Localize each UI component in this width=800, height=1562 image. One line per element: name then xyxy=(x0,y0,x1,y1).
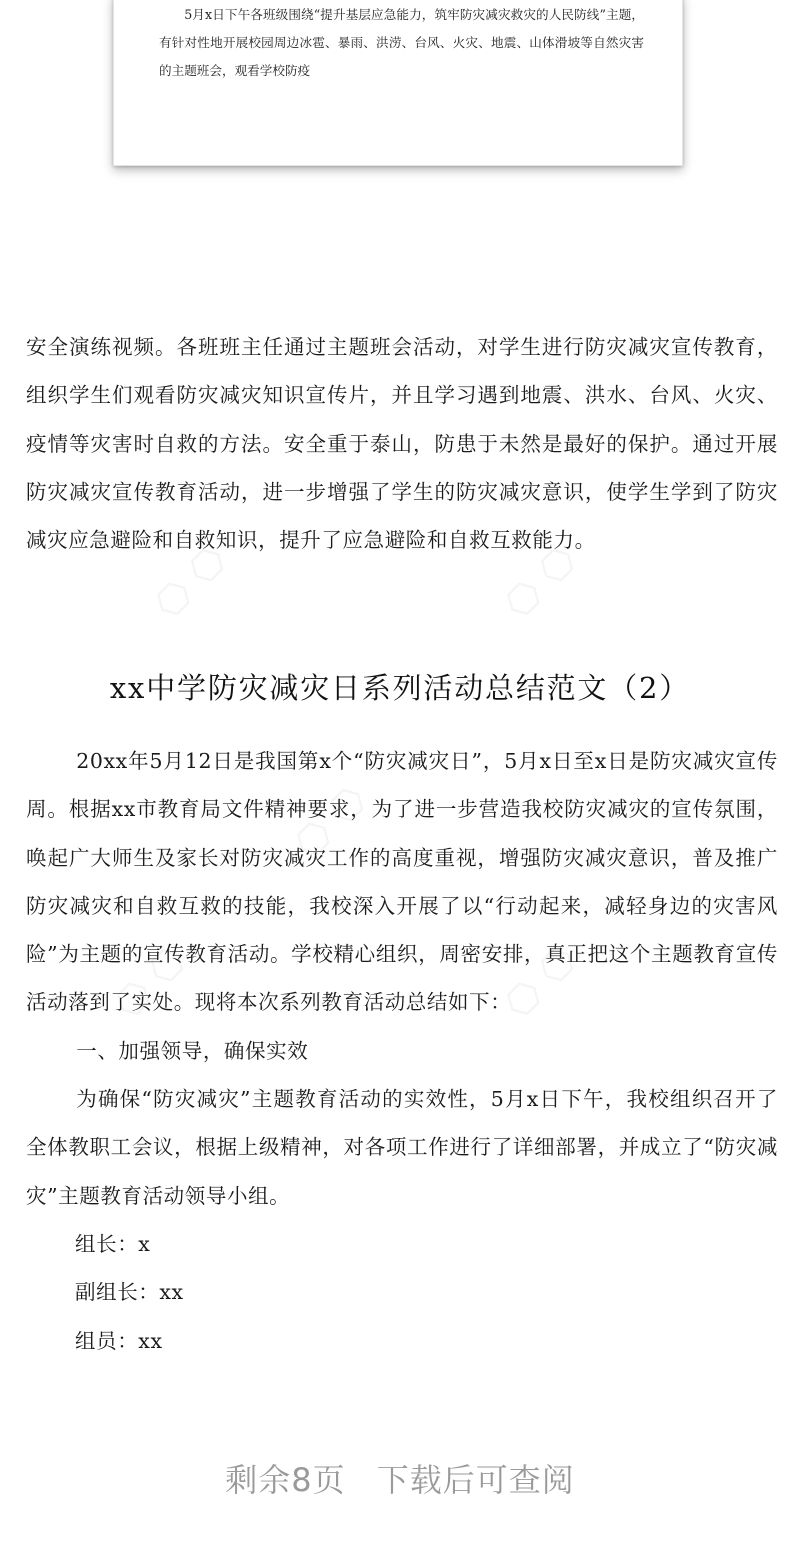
section-a xyxy=(26,323,778,564)
preview-card-text: 5月x日下午各班级围绕“提升基层应急能力，筑牢防灾减灾救灾的人民防线”主题，有针对性地开展校园周边冰雹、暴雨、洪涝、台风、火灾、地震、山体滑坡等自然灾害的主题班会，观看学校防疫 xyxy=(159,7,644,78)
remaining-pages-label: 剩余8页 xyxy=(225,1461,346,1499)
leadership-paragraph: 为确保“防灾减灾”主题教育活动的实效性，5月x日下午，我校组织召开了全体教职工会议，根据上级精神，对各项工作进行了详细部署，并成立了“防灾减灾”主题教育活动领导小组。 xyxy=(26,1087,778,1208)
section-heading: 一、加强领导，确保实效 xyxy=(76,1038,309,1063)
continuation-paragraph: 安全演练视频。各班班主任通过主题班会活动，对学生进行防灾减灾宣传教育，组织学生们观看防灾减灾知识宣传片，并且学习遇到地震、洪水、台风、火灾、疫情等灾害时自救的方法。安全重于泰山，防患于未然是最好的保护。通过开展防灾减灾宣传教育活动，进一步增强了学生的防灾减灾意识，使学生学到了防灾减灾应急避险和自救知识，提升了应急避险和自救互救能力。 xyxy=(26,335,778,553)
vice-leader-line: 副组长：xx xyxy=(75,1280,184,1305)
document-title: xx中学防灾减灾日系列活动总结范文（2） xyxy=(109,671,691,705)
members-line: 组员：xx xyxy=(75,1328,163,1353)
preview-page-card xyxy=(113,0,683,166)
intro-paragraph: 20xx年5月12日是我国第x个“防灾减灾日”，5月x日至x日是防灾减灾宣传周。根据xx市教育局文件精神要求，为了进一步营造我校防灾减灾的宣传氛围，唤起广大师生及家长对防灾减灾工作的高度重视，增强防灾减灾意识，普及推广防灾减灾和自救互救的技能，我校深入开展了以“行动起来，减轻身边的灾害风险”为主题的宣传教育活动。学校精心组织，周密安排，真正把这个主题教育宣传活动落到了实处。现将本次系列教育活动总结如下： xyxy=(26,749,778,1015)
download-prompt-bar[interactable] xyxy=(0,1455,800,1501)
section-b xyxy=(26,737,778,1365)
download-to-view-label[interactable]: 下载后可查阅 xyxy=(376,1461,575,1499)
leader-line: 组长：x xyxy=(75,1231,151,1256)
